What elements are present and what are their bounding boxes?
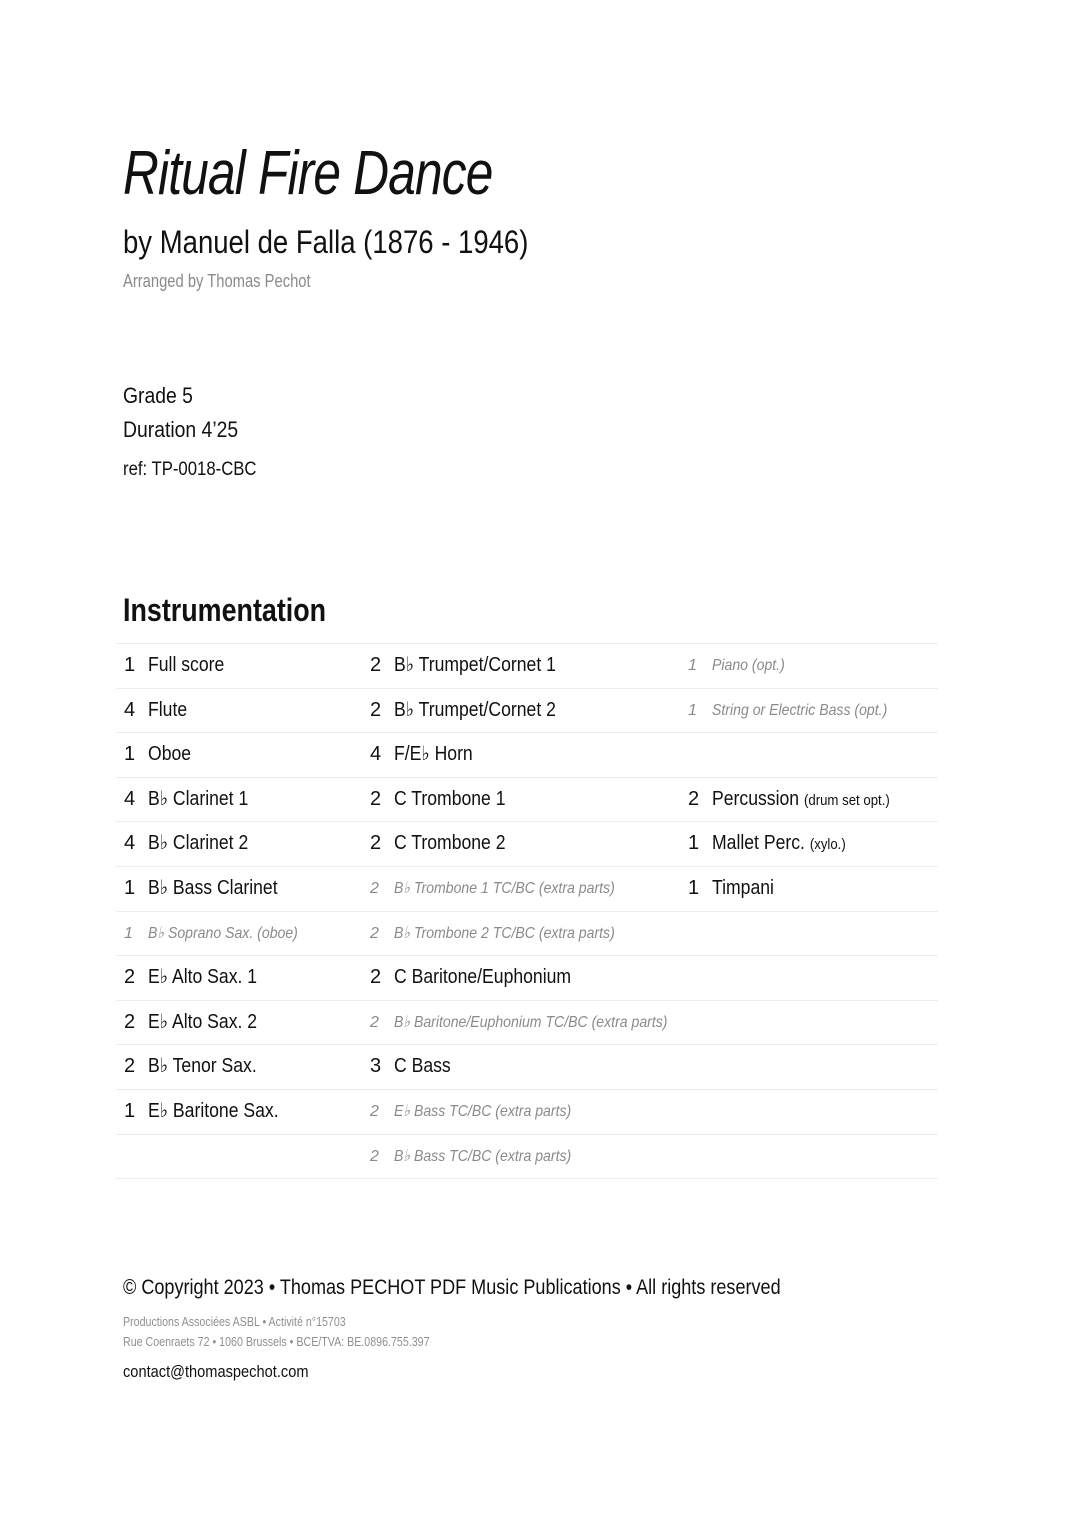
instrument-name [148,689,187,733]
reference-text: ref: TP-0018-CBC [123,459,257,480]
instrument-name-text: B♭ Trombone 2 TC/BC (extra parts) [394,924,615,942]
copyright-text: © Copyright 2023 • Thomas PECHOT PDF Music Publications • All rights reserved [123,1276,781,1299]
instrument-name [394,778,506,822]
instrument-entry [124,1090,296,1134]
instrument-name [394,912,615,956]
instrument-entry [370,1001,705,1045]
composer-line [123,222,594,262]
instrument-name-text: Mallet Perc. [712,832,805,855]
grade-text: Grade 5 [123,383,193,408]
arranger-text: Arranged by Thomas Pechot [123,271,311,291]
instrument-name [148,1045,257,1089]
instrument-entry [124,822,262,866]
instrument-note: (drum set opt.) [803,791,890,809]
instrument-name-text: B♭ Clarinet 2 [148,832,249,855]
instrument-quantity: 2 [370,698,382,721]
instrument-entry [688,867,782,911]
instrumentation-row [116,911,938,956]
instrument-name [148,956,257,1000]
instrument-quantity: 1 [124,924,133,942]
instrumentation-row [116,1134,938,1180]
instrument-name [712,867,774,911]
instrument-entry [124,644,235,688]
grade-line [123,382,203,410]
copyright-line [123,1274,888,1302]
instrument-entry [370,867,645,911]
instrumentation-row [116,1089,938,1134]
instrument-entry [370,644,578,688]
composer-text: by Manuel de Falla (1876 - 1946) [123,224,529,260]
reference-line [123,458,275,482]
instrument-quantity: 2 [124,1010,136,1033]
instrument-name [712,689,887,733]
instrument-name [148,778,248,822]
instrument-quantity: 2 [370,1013,379,1031]
instrument-name-text: Oboe [148,743,192,766]
instrument-entry [688,778,914,822]
instrument-entry [124,778,262,822]
instrument-entry [370,822,521,866]
instrumentation-row [116,688,938,733]
instrument-name [148,1090,279,1134]
instrumentation-row [116,955,938,1000]
instrumentation-heading-text: Instrumentation [123,592,327,628]
instrumentation-row [116,643,938,688]
instrument-name-text: B♭ Trumpet/Cornet 1 [394,654,556,676]
instrument-quantity: 1 [688,701,697,719]
instrument-quantity: 4 [124,787,136,810]
arranger-line [123,269,352,293]
instrument-name-text: Flute [148,698,188,721]
contact-email-link[interactable] [123,1361,339,1383]
instrument-name-text: B♭ Bass Clarinet [148,876,278,899]
instrument-name [394,822,506,866]
instrument-name-text: B♭ Baritone/Euphonium TC/BC (extra parts) [394,1013,668,1031]
instrument-entry [370,1045,458,1089]
instrument-name [394,1090,571,1134]
instrument-quantity: 4 [370,743,382,766]
instrument-name [148,1001,257,1045]
instrument-quantity: 1 [688,876,700,899]
instrument-quantity: 1 [124,654,136,676]
instrument-name [394,689,556,733]
instrumentation-row [116,732,938,777]
page-title [123,138,585,210]
instrument-quantity: 4 [124,698,136,721]
instrument-entry [124,867,295,911]
instrument-name-text: Piano (opt.) [712,657,785,674]
instrument-quantity: 2 [370,966,382,989]
instrument-quantity: 2 [124,966,136,989]
instrument-quantity: 1 [688,832,700,855]
instrumentation-row [116,777,938,822]
instrument-quantity: 4 [124,832,136,855]
duration-line [123,416,254,444]
instrument-entry [370,956,595,1000]
instrumentation-row [116,866,938,911]
instrument-name [148,867,278,911]
instrument-entry [370,778,521,822]
instrument-entry [124,1001,272,1045]
instrument-entry [370,912,645,956]
title-text: Ritual Fire Dance [123,139,493,208]
instrument-name [394,1135,571,1179]
instrument-name-text: B♭ Trombone 1 TC/BC (extra parts) [394,879,615,897]
instrument-name-text: B♭ Trumpet/Cornet 2 [394,698,556,721]
instrumentation-table [116,643,938,1179]
instrument-name-text: C Trombone 1 [394,787,506,810]
instrument-entry [124,956,272,1000]
instrument-entry [688,689,911,733]
instrument-name-text: B♭ Clarinet 1 [148,787,249,810]
instrumentation-row [116,1000,938,1045]
instrument-entry [370,1090,595,1134]
instrument-quantity: 2 [370,879,379,897]
instrument-entry [688,644,795,688]
organization-text: Productions Associées ASBL • Activité n°15703 [123,1314,346,1329]
instrument-name-text: E♭ Baritone Sax. [148,1099,279,1122]
instrument-quantity: 2 [370,832,382,855]
organization-line [123,1313,395,1330]
instrument-quantity: 1 [688,657,697,674]
instrument-entry [370,733,483,777]
instrument-name [148,644,224,688]
instrument-name-text: Timpani [712,876,774,899]
instrumentation-row [116,1044,938,1089]
instrument-name [394,1001,667,1045]
instrument-quantity: 2 [688,787,700,810]
instrument-name [394,867,615,911]
instrument-name-text: E♭ Alto Sax. 1 [148,966,258,989]
instrument-name [148,822,248,866]
instrument-entry [370,689,578,733]
instrument-name [394,1045,451,1089]
instrument-name-text: C Bass [394,1055,451,1078]
instrument-quantity: 3 [370,1055,382,1078]
instrument-quantity: 1 [124,1099,136,1122]
instrument-name-text: Full score [148,654,225,676]
instrument-quantity: 2 [370,924,379,942]
instrument-quantity: 1 [124,743,136,766]
instrument-quantity: 2 [370,654,382,676]
instrument-name-text: B♭ Tenor Sax. [148,1055,257,1078]
instrument-name-text: String or Electric Bass (opt.) [712,701,888,719]
instrument-name [712,822,846,867]
instrument-name-text: B♭ Bass TC/BC (extra parts) [394,1147,572,1165]
address-line [123,1333,497,1350]
instrument-note: (xylo.) [809,836,846,854]
instrumentation-heading [123,590,365,630]
instrument-name [712,644,785,688]
instrument-quantity: 2 [124,1055,136,1078]
instrument-name-text: E♭ Alto Sax. 2 [148,1010,258,1033]
contact-email-text: contact@thomaspechot.com [123,1362,309,1381]
instrument-entry [370,1135,595,1179]
instrument-name-text: Percussion [712,787,800,810]
instrument-name-text: B♭ Soprano Sax. (oboe) [148,924,298,942]
instrument-name [712,778,890,823]
instrument-name-text: C Baritone/Euphonium [394,966,572,989]
duration-text: Duration 4’25 [123,417,239,442]
instrument-name [148,912,298,956]
instrument-quantity: 2 [370,1102,379,1120]
instrument-quantity: 2 [370,1147,379,1165]
instrument-entry [124,912,318,956]
instrumentation-row [116,821,938,866]
instrument-name-text: E♭ Bass TC/BC (extra parts) [394,1102,572,1120]
instrument-entry [124,733,197,777]
instrument-entry [124,1045,272,1089]
instrument-name [394,733,473,777]
instrument-name [394,956,571,1000]
instrument-name [148,733,191,777]
instrument-name-text: C Trombone 2 [394,832,506,855]
instrument-name-text: F/E♭ Horn [394,743,473,766]
address-text: Rue Coenraets 72 • 1060 Brussels • BCE/TVA: BE.0896.755.397 [123,1334,430,1349]
instrument-entry [124,689,192,733]
instrument-name [394,644,556,688]
instrument-quantity: 1 [124,876,136,899]
instrument-entry [688,822,864,866]
instrument-quantity: 2 [370,787,382,810]
